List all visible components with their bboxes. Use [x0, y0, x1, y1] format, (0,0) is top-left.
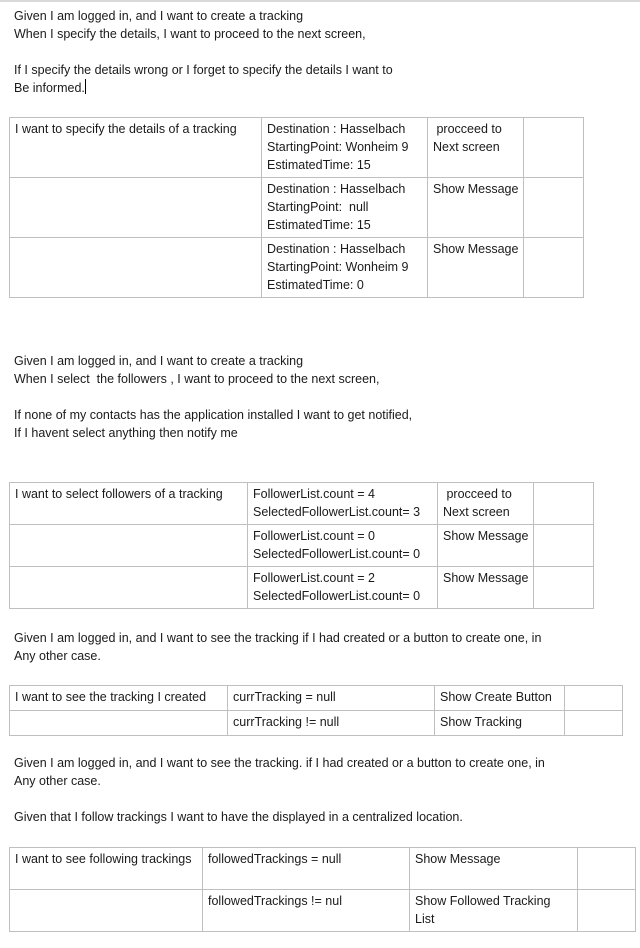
outcome-cell: Show Tracking	[435, 711, 565, 736]
empty-cell	[578, 848, 636, 890]
cell-line: SelectedFollowerList.count= 3	[253, 505, 421, 519]
text-line: If none of my contacts has the application installed I want to get notified,	[14, 408, 413, 422]
empty-cell	[10, 890, 203, 932]
spec-table	[9, 847, 636, 932]
empty-cell	[534, 525, 594, 567]
cell-line: EstimatedTime: 15	[267, 218, 371, 232]
empty-cell	[578, 890, 636, 932]
text-line	[14, 79, 393, 97]
cell-line: SelectedFollowerList.count= 0	[253, 547, 421, 561]
text-line: Given I am logged in, and I want to create a tracking	[14, 9, 304, 23]
text-line: If I havent select anything then notify me	[14, 426, 238, 440]
empty-cell	[565, 686, 623, 711]
paragraph	[14, 808, 463, 826]
outcome-cell	[428, 118, 524, 178]
text-line: When I select the followers , I want to proceed to the next screen,	[14, 372, 380, 386]
condition-cell: currTracking != null	[228, 711, 435, 736]
table-row	[10, 178, 584, 238]
empty-cell	[534, 483, 594, 525]
cell-line: EstimatedTime: 0	[267, 278, 364, 292]
condition-cell	[262, 118, 428, 178]
text-line: Given I am logged in, and I want to see the tracking. if I had created or a button to create one, in	[14, 756, 545, 770]
cell-line: Destination : Hasselbach	[267, 242, 406, 256]
cell-line: EstimatedTime: 15	[267, 158, 371, 172]
cell-line: Next screen	[433, 140, 500, 154]
table-row	[10, 890, 636, 932]
cell-line: StartingPoint: null	[267, 200, 369, 214]
empty-cell	[10, 567, 248, 609]
outcome-cell: Show Message	[438, 567, 534, 609]
text-line: Given I am logged in, and I want to see the tracking if I had created or a button to create one, in	[14, 631, 542, 645]
outcome-cell: Show Followed Tracking List	[410, 890, 578, 932]
cell-line: StartingPoint: Wonheim 9	[267, 260, 409, 274]
text-line: Any other case.	[14, 649, 101, 663]
table-row	[10, 118, 584, 178]
text-line: Given that I follow trackings I want to have the displayed in a centralized location.	[14, 810, 463, 824]
empty-cell	[10, 711, 228, 736]
empty-cell	[10, 238, 262, 298]
condition-cell: currTracking = null	[228, 686, 435, 711]
table-row	[10, 848, 636, 890]
empty-cell	[524, 178, 584, 238]
spec-table	[9, 482, 594, 609]
condition-cell	[248, 567, 438, 609]
outcome-cell: Show Message	[428, 238, 524, 298]
text-cursor	[85, 79, 86, 94]
cell-line: procceed to	[433, 122, 502, 136]
condition-cell	[248, 525, 438, 567]
cell-line: FollowerList.count = 2	[253, 571, 375, 585]
cell-line: procceed to	[443, 487, 512, 501]
text-line: If I specify the details wrong or I forget to specify the details I want to	[14, 63, 393, 77]
feature-cell: I want to see following trackings	[10, 848, 203, 890]
paragraph	[14, 7, 366, 43]
table-row	[10, 483, 594, 525]
cell-line: Destination : Hasselbach	[267, 122, 406, 136]
table-row	[10, 711, 623, 736]
paragraph[interactable]	[14, 61, 393, 97]
spec-table	[9, 117, 584, 298]
text-fragment: Be informed.	[14, 81, 85, 95]
paragraph	[14, 406, 412, 442]
condition-cell	[248, 483, 438, 525]
outcome-cell: Show Create Button	[435, 686, 565, 711]
cell-line: FollowerList.count = 4	[253, 487, 375, 501]
paragraph	[14, 629, 541, 665]
condition-cell	[262, 178, 428, 238]
paragraph	[14, 352, 379, 388]
table-row	[10, 525, 594, 567]
table-row	[10, 686, 623, 711]
table-row	[10, 238, 584, 298]
paragraph	[14, 754, 545, 790]
outcome-cell: Show Message	[428, 178, 524, 238]
spec-table	[9, 685, 623, 736]
text-line: Any other case.	[14, 774, 101, 788]
outcome-cell: Show Message	[438, 525, 534, 567]
cell-line: FollowerList.count = 0	[253, 529, 375, 543]
text-line: When I specify the details, I want to proceed to the next screen,	[14, 27, 366, 41]
condition-cell: followedTrackings != nul	[203, 890, 410, 932]
table-row	[10, 567, 594, 609]
text-line: Given I am logged in, and I want to create a tracking	[14, 354, 304, 368]
page-top-border	[0, 0, 640, 2]
empty-cell	[524, 238, 584, 298]
empty-cell	[534, 567, 594, 609]
outcome-cell: Show Message	[410, 848, 578, 890]
feature-cell: I want to select followers of a tracking	[10, 483, 248, 525]
condition-cell	[262, 238, 428, 298]
empty-cell	[10, 525, 248, 567]
empty-cell	[565, 711, 623, 736]
cell-line: Destination : Hasselbach	[267, 182, 406, 196]
empty-cell	[10, 178, 262, 238]
condition-cell: followedTrackings = null	[203, 848, 410, 890]
outcome-cell	[438, 483, 534, 525]
cell-line: Next screen	[443, 505, 510, 519]
feature-cell: I want to specify the details of a tracking	[10, 118, 262, 178]
cell-line: SelectedFollowerList.count= 0	[253, 589, 421, 603]
cell-line: StartingPoint: Wonheim 9	[267, 140, 409, 154]
empty-cell	[524, 118, 584, 178]
feature-cell: I want to see the tracking I created	[10, 686, 228, 711]
